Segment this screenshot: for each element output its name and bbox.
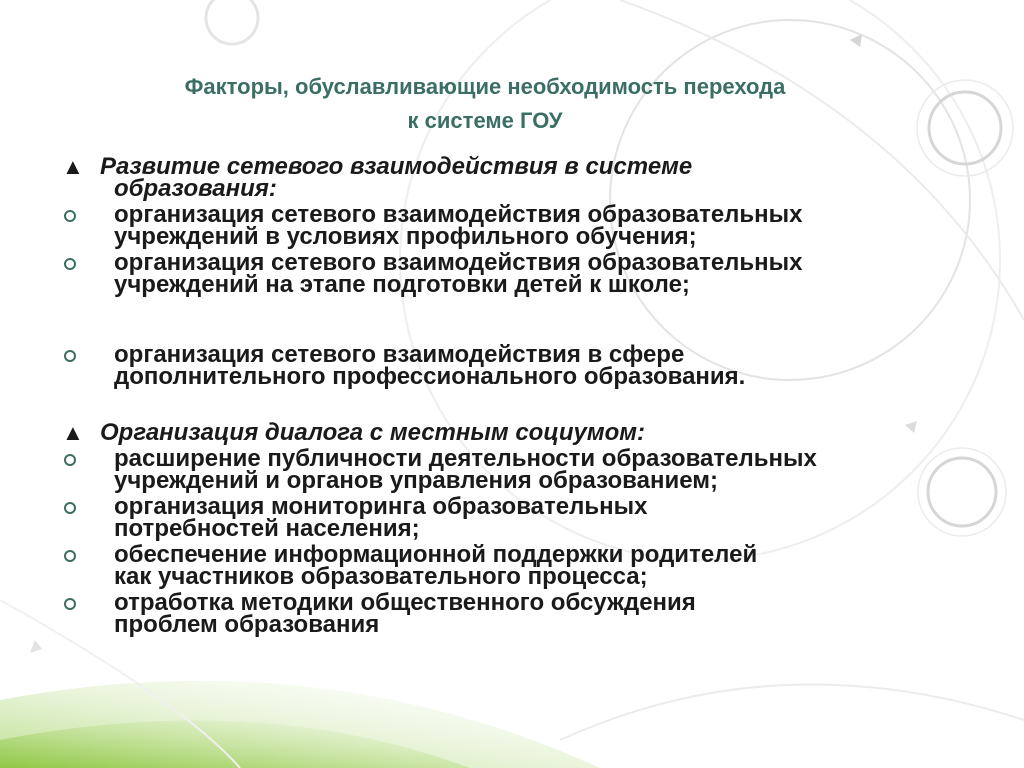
- list-item-line: учреждений в условиях профильного обучения;: [114, 223, 697, 250]
- section-heading-line: образования:: [114, 175, 277, 202]
- title-line: к системе ГОУ: [407, 108, 563, 133]
- list-item-line: организация сетевого взаимодействия образовательных: [114, 201, 803, 228]
- bullet-circle-icon: [64, 350, 76, 362]
- bullet-circle-icon: [64, 550, 76, 562]
- list-item: [62, 341, 922, 390]
- circle-ring-icon: [929, 92, 1001, 164]
- list-item-line: расширение публичности деятельности образовательных: [114, 445, 817, 472]
- bullet-circle-icon: [64, 454, 76, 466]
- list-item: [62, 493, 922, 542]
- arrow-icon: [850, 34, 862, 47]
- arrow-icon: [30, 640, 42, 653]
- section-heading: [62, 153, 922, 202]
- list-item-line: организация мониторинга образовательных: [114, 493, 648, 520]
- circle-ring-icon: [918, 448, 1006, 536]
- list-item-line: учреждений и органов управления образованием;: [114, 467, 718, 494]
- circle-ring-icon: [928, 458, 996, 526]
- list-item-line: дополнительного профессионального образования.: [114, 363, 746, 390]
- list-item: [62, 201, 922, 250]
- bullet-circle-icon: [64, 258, 76, 270]
- list-item-line: обеспечение информационной поддержки родителей: [114, 541, 758, 568]
- list-item-line: учреждений на этапе подготовки детей к школе;: [114, 271, 690, 298]
- list-item: [62, 589, 922, 638]
- circle-ring-icon: [206, 0, 258, 44]
- section-heading-line: Организация диалога с местным социумом:: [100, 419, 645, 446]
- section-heading-line: Развитие сетевого взаимодействия в системе: [100, 153, 693, 180]
- list-item-line: отработка методики общественного обсуждения: [114, 589, 696, 616]
- triangle-marker-icon: ▲: [62, 154, 84, 179]
- list-item: [62, 249, 922, 298]
- list-item: [62, 445, 922, 494]
- slide-content: [62, 153, 922, 638]
- bullet-circle-icon: [64, 502, 76, 514]
- section-heading: [62, 419, 922, 446]
- bullet-circle-icon: [64, 598, 76, 610]
- list-item-line: проблем образования: [114, 611, 380, 638]
- list-item-line: как участников образовательного процесса;: [114, 563, 648, 590]
- list-item-line: потребностей населения;: [114, 515, 420, 542]
- bullet-circle-icon: [64, 210, 76, 222]
- list-item-line: организация сетевого взаимодействия образовательных: [114, 249, 803, 276]
- title-line: Факторы, обуславливающие необходимость перехода: [184, 74, 786, 99]
- list-item-line: организация сетевого взаимодействия в сфере: [114, 341, 685, 368]
- triangle-marker-icon: ▲: [62, 420, 84, 445]
- slide-title: [100, 70, 870, 138]
- list-item: [62, 541, 922, 590]
